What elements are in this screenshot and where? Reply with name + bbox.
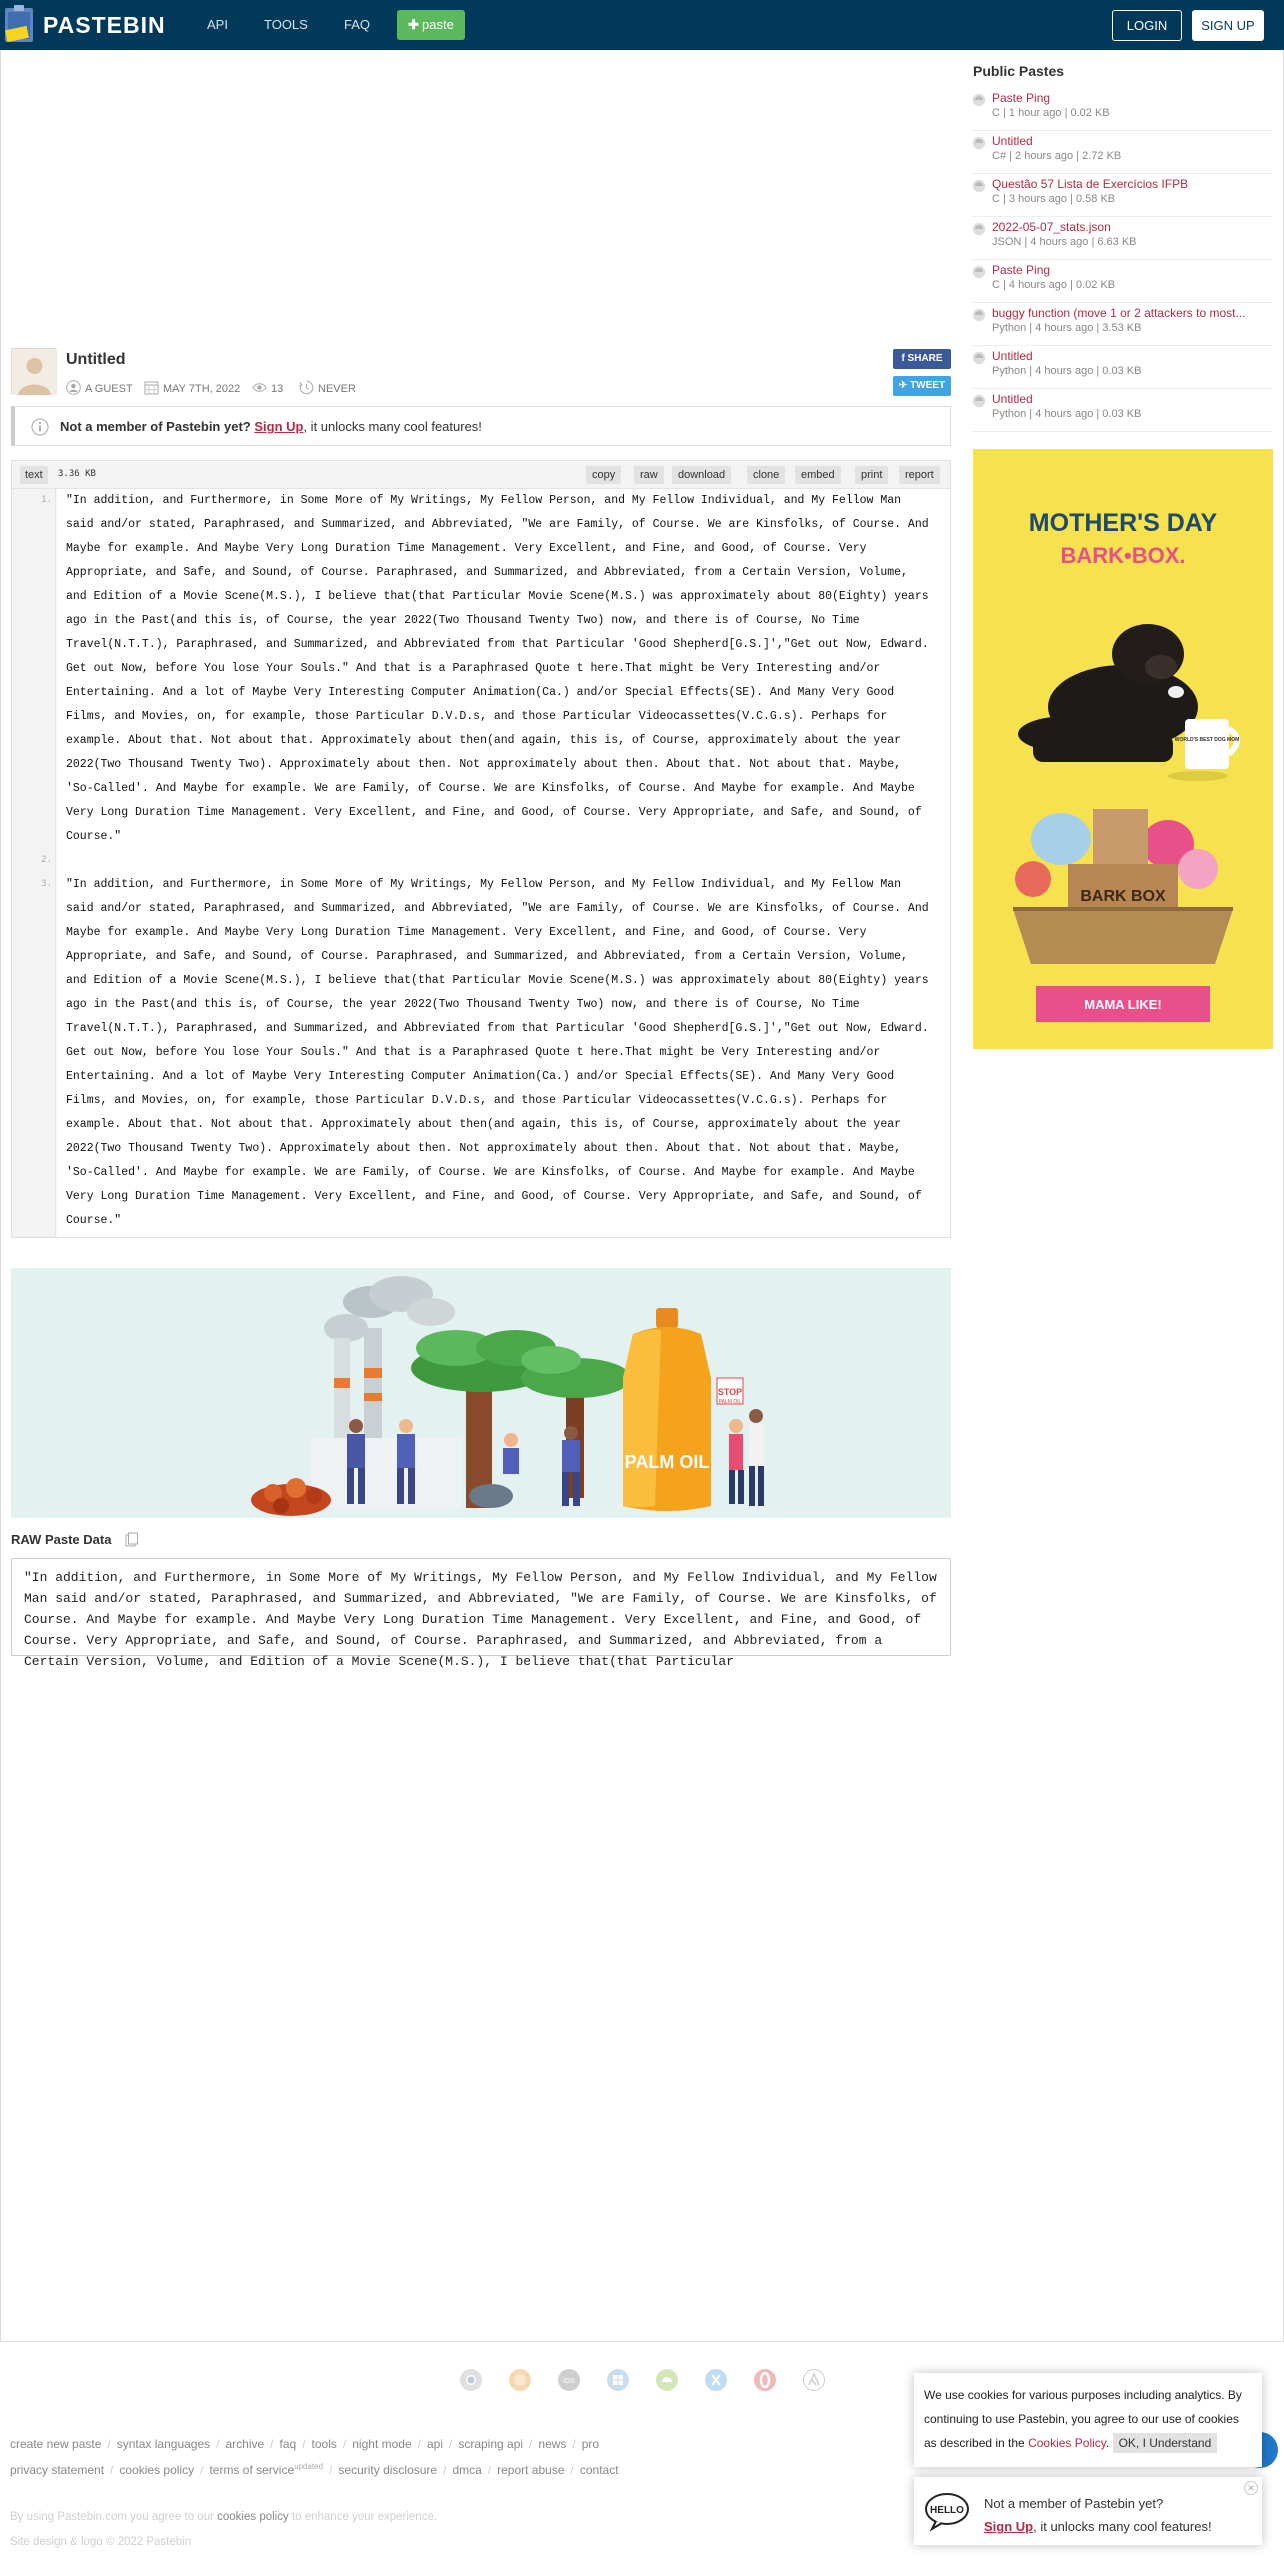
footer-link[interactable]: dmca	[452, 2463, 482, 2477]
public-paste-meta: C | 3 hours ago | 0.58 KB	[992, 193, 1116, 205]
footer-link[interactable]: security disclosure	[338, 2463, 438, 2477]
android-icon[interactable]	[655, 2368, 679, 2392]
footer-separator: /	[529, 2437, 533, 2451]
public-paste-title[interactable]: buggy function (move 1 or 2 attackers to most...	[992, 306, 1246, 320]
member-popup-text	[984, 2492, 1212, 2538]
public-paste-item[interactable]	[972, 91, 1272, 131]
footer-link[interactable]: tools	[311, 2437, 337, 2451]
code-line: Appropriate, and Safe, and Sound, of Course. Paraphrased, and Summarized, and Abbreviated, from a Certain Version, Volume,	[63, 561, 949, 585]
code-line: Very Long Duration Time Management. Very Excellent, and Fine, and Good, of Course. Very Appropriate, and Safe, and Sound, of	[63, 1185, 949, 1209]
code-line: Films, and Movies, on, for example, those Particular D.V.D.s, and those Particular Videocassettes(V.C.G.s). Perhaps for	[63, 1089, 949, 1113]
paste-globe-icon	[972, 136, 986, 150]
line-gutter	[12, 489, 56, 1237]
public-pastes-title: Public Pastes	[973, 63, 1065, 79]
code-line: "In addition, and Furthermore, in Some More of My Writings, My Fellow Person, and My Fellow Individual, and My Fellow Man	[63, 873, 949, 897]
code-line: ago in the Past(and this is, of Course, the year 2022(Two Thousand Twenty Two) now, and there is of Course, No Time	[63, 993, 949, 1017]
info-icon	[31, 418, 49, 436]
paste-date-label: MAY 7TH, 2022	[163, 383, 241, 395]
footer-link[interactable]: night mode	[352, 2437, 412, 2451]
raw-button[interactable]: raw	[634, 466, 664, 484]
syntax-tag[interactable]: text	[20, 466, 48, 484]
footer-separator: /	[572, 2437, 576, 2451]
footer-separator: /	[270, 2437, 274, 2451]
nav-tools[interactable]: TOOLS	[264, 17, 308, 32]
footer-notice-post: to enhance your experience.	[291, 2511, 438, 2523]
svg-text:iOS: iOS	[563, 2378, 575, 2385]
footer-link[interactable]: create new paste	[10, 2437, 102, 2451]
twitter-icon: ✈	[898, 380, 911, 391]
notice-signup-link[interactable]: Sign Up	[254, 419, 304, 434]
barkbox-ad[interactable]	[973, 449, 1273, 1049]
paste-globe-icon	[972, 93, 986, 107]
paste-expiry	[299, 380, 356, 394]
bark-ad-brand: BARK•BOX.	[1060, 543, 1186, 568]
public-paste-title[interactable]: Untitled	[992, 349, 1033, 363]
hello-text: HELLO	[930, 2505, 964, 2516]
footer-separator: /	[487, 2463, 492, 2477]
code-toolbar	[12, 461, 950, 489]
ios-icon[interactable]	[557, 2368, 581, 2392]
nav-faq[interactable]: FAQ	[344, 17, 371, 32]
paste-globe-icon	[972, 265, 986, 279]
code-line: Entertaining. And a lot of Maybe Very Interesting Computer Animation(Ca.) and/or Special Effects(SE). And Many Very Good	[63, 1065, 949, 1089]
paste-globe-icon	[972, 308, 986, 322]
footer-link[interactable]: cookies policy	[119, 2463, 195, 2477]
mug-text: WORLD'S BEST DOG MOM	[1174, 737, 1240, 743]
code-line: Get out Now, before You lose Your Souls." And that is a Paraphrased Quote t here.That might be Very Interesting and/or	[63, 657, 949, 681]
windows-icon[interactable]	[606, 2368, 630, 2392]
footer-link[interactable]: api	[426, 2437, 443, 2451]
paste-views-label: 13	[271, 383, 284, 395]
public-paste-item[interactable]	[972, 306, 1272, 346]
pastebin-logo-icon[interactable]	[3, 4, 37, 44]
user-icon	[66, 380, 81, 395]
cookie-ok-button[interactable]: OK, I Understand	[1113, 2433, 1218, 2453]
footer-cookies-policy-link[interactable]: cookies policy	[217, 2511, 289, 2523]
public-paste-item[interactable]	[972, 134, 1272, 174]
code-line: Travel(N.T.T.), Paraphrased, and Summarized, and Abbreviated from that Particular 'Good Shepherd[G.S.]',"Get out Now, Edward.	[63, 633, 949, 657]
new-paste-button[interactable]	[397, 10, 465, 40]
public-paste-item[interactable]	[972, 220, 1272, 260]
public-paste-item[interactable]	[972, 263, 1272, 303]
footer-separator: /	[570, 2463, 574, 2477]
member-popup-signup-link[interactable]: Sign Up	[984, 2519, 1034, 2534]
plus-icon: ✚	[408, 17, 420, 32]
footer-separator: /	[110, 2463, 114, 2477]
logo-text[interactable]: PASTEBIN	[43, 12, 166, 38]
member-popup-line1: Not a member of Pastebin yet?	[984, 2496, 1164, 2511]
paste-globe-icon	[972, 179, 986, 193]
paste-code-box	[11, 460, 951, 1238]
code-line: ago in the Past(and this is, of Course, the year 2022(Two Thousand Twenty Two) now, and there is of Course, No Time	[63, 609, 949, 633]
bark-ad-cta[interactable]: MAMA LIKE!	[1084, 997, 1162, 1012]
public-paste-meta: Python | 4 hours ago | 0.03 KB	[992, 408, 1142, 420]
code-line: Maybe for example. And Maybe Very Long Duration Time Management. Very Excellent, and Fine, and Good, of Course. Very	[63, 921, 949, 945]
facebook-share-button[interactable]	[893, 349, 951, 369]
public-paste-item[interactable]	[972, 177, 1272, 217]
member-signup-popup	[914, 2477, 1262, 2545]
footer-separator: /	[107, 2437, 111, 2451]
guest-avatar	[11, 348, 56, 394]
code-line: Travel(N.T.T.), Paraphrased, and Summarized, and Abbreviated from that Particular 'Good Shepherd[G.S.]',"Get out Now, Edward.	[63, 1017, 949, 1041]
top-header	[0, 0, 1284, 50]
public-paste-title[interactable]: Paste Ping	[992, 263, 1051, 277]
stop-sign-text: STOP	[717, 1387, 743, 1397]
footer-cookie-notice	[10, 2511, 437, 2523]
user-silhouette-icon	[12, 349, 57, 395]
stop-sign-subtext: PALM OIL	[718, 1399, 742, 1405]
footer-separator: /	[200, 2463, 204, 2477]
public-paste-item[interactable]	[972, 392, 1272, 432]
share-label: SHARE	[907, 353, 943, 364]
public-paste-title[interactable]: Paste Ping	[992, 91, 1051, 105]
member-notice-text	[60, 419, 482, 434]
member-notice-tail: , it unlocks many cool features!	[303, 419, 482, 434]
code-line: 'So-Called'. And Maybe for example. We are Family, of Course. We are Kinsfolks, of Course. And Maybe for example. And Maybe	[63, 1161, 949, 1185]
footer-link[interactable]: faq	[279, 2437, 297, 2451]
mac-icon[interactable]	[704, 2368, 728, 2392]
footer-separator: /	[417, 2437, 421, 2451]
line-number: 3.	[41, 879, 52, 889]
tweet-label: TWEET	[910, 380, 946, 391]
palm-oil-label: PALM OIL	[624, 1452, 710, 1472]
footer-link[interactable]: scraping api	[458, 2437, 524, 2451]
footer-link[interactable]: archive	[225, 2437, 265, 2451]
code-line: example. About that. Not about that. Approximately about then(and again, this is, of Course, approximately about the year	[63, 729, 949, 753]
new-paste-label: paste	[422, 17, 454, 32]
code-line: example. About that. Not about that. Approximately about then(and again, this is, of Course, approximately about the year	[63, 1113, 949, 1137]
copy-button[interactable]: copy	[586, 466, 621, 484]
code-line: Maybe for example. And Maybe Very Long Duration Time Management. Very Excellent, and Fine, and Good, of Course. Very	[63, 537, 949, 561]
hello-speech-bubble-icon	[924, 2491, 970, 2531]
footer-link[interactable]: syntax languages	[116, 2437, 211, 2451]
code-line: and Edition of a Movie Scene(M.S.), I believe that(that Particular Movie Scene(M.S.) was approximately about 80(Eighty) years	[63, 585, 949, 609]
raw-paste-title: RAW Paste Data	[11, 1532, 112, 1547]
bark-box-label: BARK BOX	[1080, 888, 1166, 905]
footer-copyright: Site design & logo © 2022 Pastebin	[10, 2536, 192, 2548]
calendar-icon	[144, 380, 159, 395]
line-number: 2.	[41, 855, 52, 865]
paste-author[interactable]	[66, 380, 133, 394]
code-line: Entertaining. And a lot of Maybe Very Interesting Computer Animation(Ca.) and/or Special Effects(SE). And Many Very Good	[63, 681, 949, 705]
download-button[interactable]: download	[672, 466, 731, 484]
paste-size: 3.36 KB	[58, 469, 96, 479]
public-paste-title[interactable]: Questão 57 Lista de Exercícios IFPB	[992, 177, 1189, 191]
footer-separator: /	[448, 2437, 453, 2451]
bark-ad-title: MOTHER'S DAY	[1028, 509, 1218, 537]
raw-paste-text: "In addition, and Furthermore, in Some More of My Writings, My Fellow Person, and My Fellow Individual, and My Fellow Man said and/or stated, Paraphrased, and Summarized, and Abbreviated, "We are Family, of Course. We are Kinsfolks, of Course. And Maybe for example. And Maybe Very Long Duration Time Management. Very Excellent, and Fine, and Good, of Course. Very Appropriate, and Safe, and Sound, of Course. Paraphrased, and Summarized, and Abbreviated, from a Certain Version, Volume, and Edition of a Movie Scene(M.S.), I believe that(that Particular	[24, 1570, 945, 1669]
print-button[interactable]: print	[855, 466, 888, 484]
facebook-icon: f	[901, 353, 908, 364]
code-line: 2022(Two Thousand Twenty Two). Approximately about then. Not approximately about then. About that. Not about that. Maybe,	[63, 1137, 949, 1161]
footer-separator: /	[342, 2437, 347, 2451]
public-paste-title[interactable]: Untitled	[992, 392, 1033, 406]
public-paste-title[interactable]: Untitled	[992, 134, 1033, 148]
opera-icon[interactable]	[753, 2368, 777, 2392]
cookie-policy-link[interactable]: Cookies Policy	[1028, 2436, 1106, 2450]
firefox-icon[interactable]	[508, 2368, 532, 2392]
footer-link[interactable]: news	[538, 2437, 567, 2451]
code-line: said and/or stated, Paraphrased, and Summarized, and Abbreviated, "We are Family, of Course. We are Kinsfolks, of Course. And	[63, 897, 949, 921]
expiry-clock-icon	[299, 380, 314, 395]
code-line: Appropriate, and Safe, and Sound, of Course. Paraphrased, and Summarized, and Abbreviated, from a Certain Version, Volume,	[63, 945, 949, 969]
footer-updated-badge: updated	[294, 2462, 324, 2471]
footer-separator: /	[216, 2437, 220, 2451]
sublime-icon[interactable]	[802, 2368, 826, 2392]
palm-oil-ad-banner[interactable]	[11, 1268, 951, 1518]
public-paste-meta: Python | 4 hours ago | 3.53 KB	[992, 322, 1142, 334]
public-paste-meta: C | 1 hour ago | 0.02 KB	[992, 107, 1110, 119]
footer-link[interactable]: privacy statement	[10, 2463, 105, 2477]
footer-links-row-2	[10, 2462, 619, 2477]
signup-button[interactable]: SIGN UP	[1192, 10, 1264, 41]
footer-link[interactable]: report abuse	[497, 2463, 565, 2477]
code-line: "In addition, and Furthermore, in Some More of My Writings, My Fellow Person, and My Fellow Individual, and My Fellow Man	[63, 489, 949, 513]
code-line: Very Long Duration Time Management. Very Excellent, and Fine, and Good, of Course. Very Appropriate, and Safe, and Sound, of	[63, 801, 949, 825]
public-paste-item[interactable]	[972, 349, 1272, 389]
code-line: 'So-Called'. And Maybe for example. We are Family, of Course. We are Kinsfolks, of Course. And Maybe for example. And Maybe	[63, 777, 949, 801]
embed-button[interactable]: embed	[795, 466, 841, 484]
close-icon[interactable]: ✕	[1244, 2481, 1258, 2495]
footer-notice-pre: By using Pastebin.com you agree to our	[10, 2511, 214, 2523]
code-line: Course."	[63, 1209, 949, 1233]
report-button[interactable]: report	[899, 466, 940, 484]
clone-button[interactable]: clone	[747, 466, 785, 484]
cookie-text: We use cookies for various purposes including analytics. By continuing to use Pastebin, you agree to our use of cookies as described in the	[924, 2388, 1242, 2450]
paste-title: Untitled	[66, 351, 126, 368]
public-paste-meta: Python | 4 hours ago | 0.03 KB	[992, 365, 1142, 377]
paste-globe-icon	[972, 394, 986, 408]
eye-icon	[252, 380, 267, 395]
code-line: Get out Now, before You lose Your Souls." And that is a Paraphrased Quote t here.That might be Very Interesting and/or	[63, 1041, 949, 1065]
footer-links-row-1	[10, 2437, 599, 2451]
paste-globe-icon	[972, 351, 986, 365]
chrome-icon[interactable]	[459, 2368, 483, 2392]
login-button[interactable]: LOGIN	[1112, 10, 1182, 41]
paste-views	[252, 380, 283, 394]
palm-oil-illustration	[11, 1268, 951, 1518]
footer-link[interactable]: contact	[579, 2463, 619, 2477]
copy-clipboard-icon[interactable]	[125, 1532, 138, 1547]
paste-globe-icon	[972, 222, 986, 236]
public-paste-meta: C | 4 hours ago | 0.02 KB	[992, 279, 1116, 291]
footer-separator: /	[443, 2463, 447, 2477]
code-line: 2022(Two Thousand Twenty Two). Approximately about then. Not approximately about then. About that. Not about that. Maybe,	[63, 753, 949, 777]
member-popup-line2: , it unlocks many cool features!	[1033, 2519, 1212, 2534]
code-line: Films, and Movies, on, for example, those Particular D.V.D.s, and those Particular Videocassettes(V.C.G.s). Perhaps for	[63, 705, 949, 729]
footer-link[interactable]: pro	[581, 2437, 600, 2451]
public-paste-title[interactable]: 2022-05-07_stats.json	[992, 220, 1111, 234]
footer-separator: /	[302, 2437, 306, 2451]
public-paste-meta: C# | 2 hours ago | 2.72 KB	[992, 150, 1122, 162]
member-notice	[11, 406, 951, 446]
code-line: Course."	[63, 825, 949, 849]
member-notice-lead: Not a member of Pastebin yet?	[60, 419, 251, 434]
twitter-tweet-button[interactable]	[893, 376, 951, 396]
code-line: and Edition of a Movie Scene(M.S.), I believe that(that Particular Movie Scene(M.S.) was approximately about 80(Eighty) years	[63, 969, 949, 993]
footer-link[interactable]: terms of service	[209, 2463, 295, 2477]
code-line: said and/or stated, Paraphrased, and Summarized, and Abbreviated, "We are Family, of Course. We are Kinsfolks, of Course. And	[63, 513, 949, 537]
paste-date	[144, 380, 240, 394]
public-paste-meta: JSON | 4 hours ago | 6.63 KB	[992, 236, 1137, 248]
footer-separator: /	[329, 2463, 333, 2477]
paste-author-label: A GUEST	[85, 383, 133, 395]
paste-expiry-label: NEVER	[318, 383, 356, 395]
cookie-consent-popup: We use cookies for various purposes including analytics. By continuing to use Pastebin, you agree to our use of cookies as described in the Cookies Policy. OK, I Understand	[914, 2373, 1262, 2467]
barkbox-illustration	[973, 449, 1273, 1049]
raw-paste-textarea[interactable]	[11, 1558, 951, 1669]
line-number: 1.	[41, 495, 52, 505]
nav-api[interactable]: API	[207, 17, 228, 32]
